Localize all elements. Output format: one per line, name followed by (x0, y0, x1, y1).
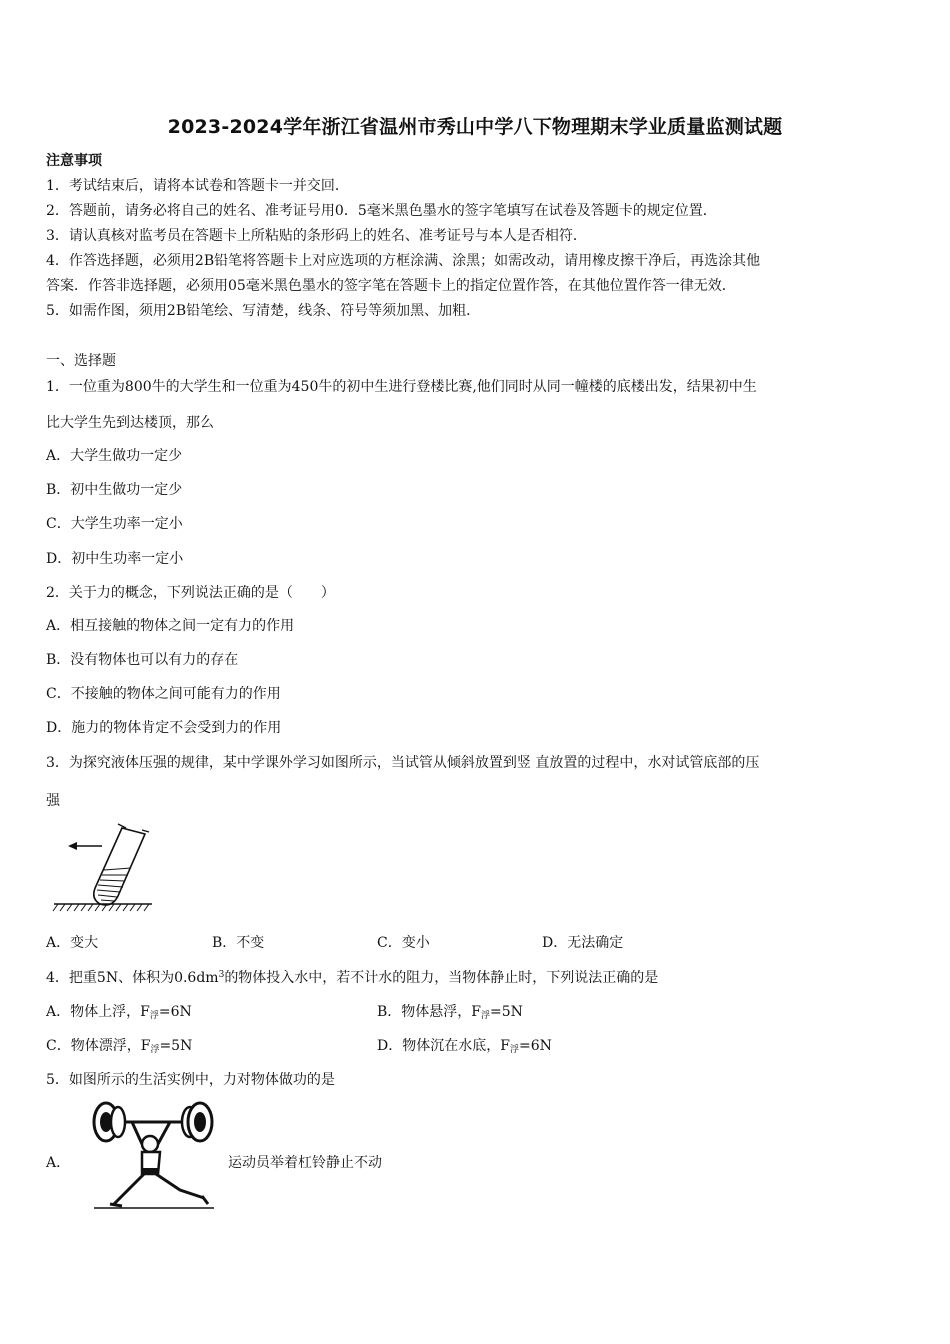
question-5-option-a-text: 运动员举着杠铃静止不动 (228, 1155, 382, 1171)
section-heading: 一、选择题 (46, 353, 116, 369)
page-title: 2023-2024学年浙江省温州市秀山中学八下物理期末学业质量监测试题 (167, 116, 783, 138)
question-3-option-c: C．变小 (377, 935, 430, 951)
notice-item: 1．考试结束后，请将本试卷和答题卡一并交回． (46, 178, 349, 194)
question-4-option-b: B．物体悬浮，$F_浮=5N$ (377, 1004, 523, 1021)
notice-item: 4．作答选择题，必须用2B铅笔将答题卡上对应选项的方框涂满、涂黑；如需改动，请用橡皮擦干净后，再选涂其他 (46, 253, 761, 269)
question-3-option-a: A．变大 (46, 935, 99, 951)
question-4-option-d: D．物体沉在水底，$F_浮=6N$ (377, 1038, 552, 1055)
question-3-stem: 3．为探究液体压强的规律，某中学课外学习如图所示，当试管从倾斜放置到竖 直放置的过程中，水对试管底部的压 (46, 755, 760, 771)
question-2-option-c: C．不接触的物体之间可能有力的作用 (46, 686, 281, 702)
test-tube-figure (52, 822, 156, 914)
question-4-option-c: C．物体漂浮，$F_浮=5N$ (46, 1038, 193, 1055)
question-5-stem: 5．如图所示的生活实例中，力对物体做功的是 (46, 1072, 335, 1088)
question-1-option-a: A．大学生做功一定少 (46, 448, 183, 464)
question-4-stem: 4．把重5N、体积为$0.6dm^3$的物体投入水中，若不计水的阻力，当物体静止时，下列说法正确的是 (46, 970, 659, 986)
question-2-option-a: A．相互接触的物体之间一定有力的作用 (46, 618, 295, 634)
notice-item: 答案．作答非选择题，必须用05毫米黑色墨水的签字笔在答题卡上的指定位置作答，在其他位置作答一律无效． (46, 278, 736, 294)
question-3-option-d: D．无法确定 (542, 935, 624, 951)
question-3-stem-cont: 强 (46, 793, 60, 809)
question-1-stem: 1．一位重为800牛的大学生和一位重为450牛的初中生进行登楼比赛,他们同时从同一幢楼的底楼出发，结果初中生 (46, 379, 757, 395)
question-4-option-a: A．物体上浮，$F_浮=6N$ (46, 1004, 192, 1021)
notice-item: 5．如需作图，须用2B铅笔绘、写清楚，线条、符号等须加黑、加粗． (46, 303, 481, 319)
question-1-stem-cont: 比大学生先到达楼顶，那么 (46, 415, 214, 431)
notice-heading: 注意事项 (46, 153, 102, 169)
question-2-stem: 2．关于力的概念，下列说法正确的是（ ） (46, 585, 335, 601)
notice-item: 2．答题前，请务必将自己的姓名、准考证号用0．5毫米黑色墨水的签字笔填写在试卷及答题卡的规定位置． (46, 203, 717, 219)
question-5-option-a-label: A． (46, 1155, 71, 1171)
question-3-option-b: B．不变 (212, 935, 265, 951)
question-2-option-d: D．施力的物体肯定不会受到力的作用 (46, 720, 282, 736)
question-1-option-d: D．初中生功率一定小 (46, 551, 184, 567)
notice-item: 3．请认真核对监考员在答题卡上所粘贴的条形码上的姓名、准考证号与本人是否相符． (46, 228, 587, 244)
question-1-option-b: B．初中生做功一定少 (46, 482, 183, 498)
question-1-option-c: C．大学生功率一定小 (46, 516, 183, 532)
weightlifter-figure (86, 1100, 218, 1212)
question-2-option-b: B．没有物体也可以有力的存在 (46, 652, 239, 668)
